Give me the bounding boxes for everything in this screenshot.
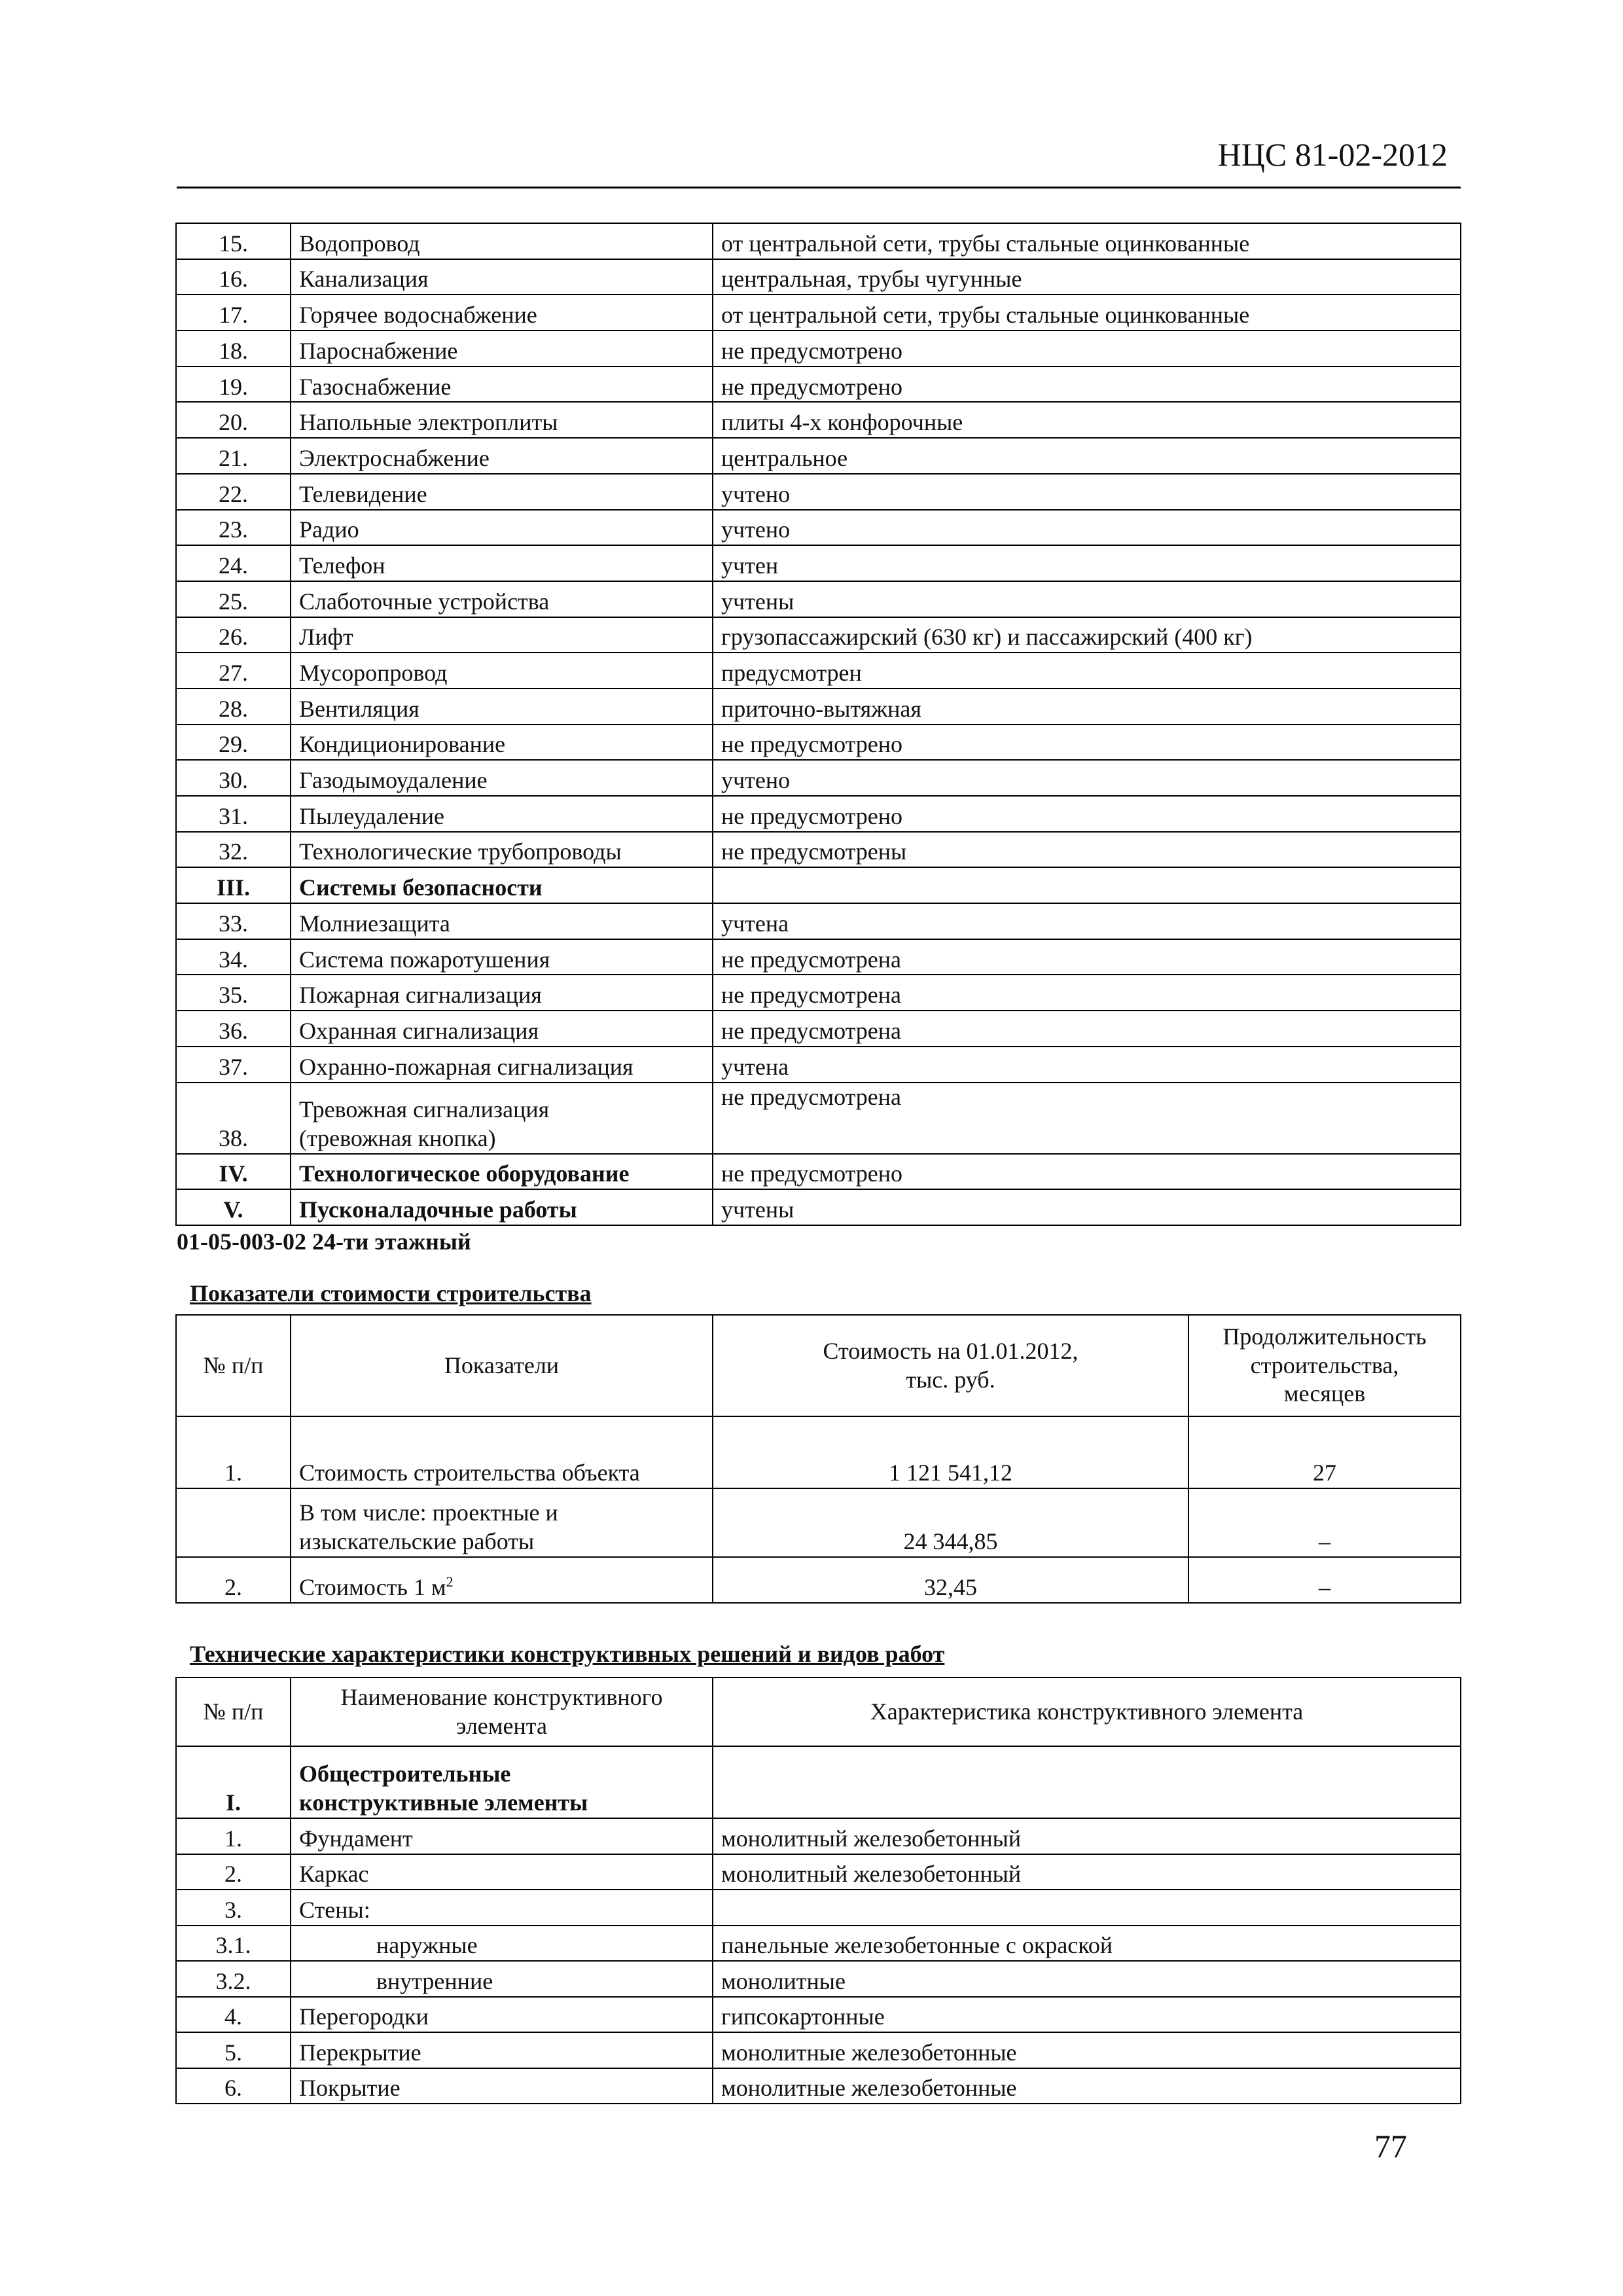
row-number: IV.: [176, 1154, 291, 1190]
row-value: учтено: [713, 510, 1461, 546]
table-row: [176, 259, 1461, 295]
row-name: Стены:: [291, 1890, 713, 1926]
row-value: от центральной сети, трубы стальные оцинкованные: [713, 223, 1461, 259]
page-header: [177, 128, 1461, 188]
row-value: не предусмотрены: [713, 832, 1461, 868]
table-row: [176, 617, 1461, 653]
row-value: учтена: [713, 1047, 1461, 1083]
table-row: 2. Стоимость 1 $м^2$ 32,45 –: [176, 1557, 1461, 1603]
row-number: 18.: [176, 331, 291, 367]
table-row: [176, 832, 1461, 868]
row-value: [713, 867, 1461, 903]
table-row: [176, 1047, 1461, 1083]
row-name: Водопровод: [291, 223, 713, 259]
col-header-num: № п/п: [176, 1677, 291, 1746]
row-name: Технологическое оборудование: [291, 1154, 713, 1190]
row-value: не предусмотрено: [713, 331, 1461, 367]
engineering-systems-table: [175, 223, 1461, 1226]
row-value: не предусмотрено: [713, 367, 1461, 403]
document-code: НЦС 81-02-2012: [1217, 136, 1448, 173]
cost-indicators-table: [175, 1314, 1461, 1604]
table-row: [176, 545, 1461, 581]
row-number: 2.: [176, 1854, 291, 1890]
table-row: [176, 2032, 1461, 2068]
row-number: 35.: [176, 975, 291, 1011]
row-value: [713, 1746, 1461, 1818]
table-row: [176, 402, 1461, 438]
row-number: 23.: [176, 510, 291, 546]
table-row: [176, 1011, 1461, 1047]
row-number: 34.: [176, 939, 291, 975]
table-row: [176, 223, 1461, 259]
row-number: III.: [176, 867, 291, 903]
col-header-element: Наименование конструктивного элемента: [291, 1677, 713, 1746]
table-row: [176, 725, 1461, 761]
row-value: учтено: [713, 474, 1461, 510]
row-name: Молниезащита: [291, 903, 713, 939]
table-row: [176, 1746, 1461, 1818]
row-number: 1.: [176, 1818, 291, 1854]
row-name: Каркас: [291, 1854, 713, 1890]
table-row: [176, 581, 1461, 617]
row-value: [713, 1890, 1461, 1926]
row-number: 37.: [176, 1047, 291, 1083]
row-name: Охранно-пожарная сигнализация: [291, 1047, 713, 1083]
table-row: [176, 796, 1461, 832]
row-number: V.: [176, 1189, 291, 1225]
table-row: [176, 1083, 1461, 1154]
table-row: [176, 1926, 1461, 1962]
row-number: 33.: [176, 903, 291, 939]
row-name: Перекрытие: [291, 2032, 713, 2068]
row-number: 38.: [176, 1083, 291, 1154]
row-value: монолитные железобетонные: [713, 2068, 1461, 2104]
row-number: 36.: [176, 1011, 291, 1047]
row-value: от центральной сети, трубы стальные оцинкованные: [713, 295, 1461, 331]
table-row: [176, 975, 1461, 1011]
table-row: [176, 1997, 1461, 2033]
row-name: Мусоропровод: [291, 653, 713, 689]
row-value: монолитный железобетонный: [713, 1854, 1461, 1890]
row-name: Кондиционирование: [291, 725, 713, 761]
row-number: 25.: [176, 581, 291, 617]
page-number: 77: [1374, 2128, 1407, 2164]
row-number: 3.: [176, 1890, 291, 1926]
row-name: Горячее водоснабжение: [291, 295, 713, 331]
row-value: центральная, трубы чугунные: [713, 259, 1461, 295]
row-number: 32.: [176, 832, 291, 868]
row-value: учтены: [713, 1189, 1461, 1225]
row-number: 30.: [176, 760, 291, 796]
table-row: [176, 653, 1461, 689]
table-row: [176, 1890, 1461, 1926]
table-row: [176, 903, 1461, 939]
col-header-duration: Продолжительность строительства, месяцев: [1188, 1315, 1461, 1416]
row-number: 15.: [176, 223, 291, 259]
table-row: [176, 1854, 1461, 1890]
row-number: 4.: [176, 1997, 291, 2033]
row-name: Электроснабжение: [291, 438, 713, 474]
row-value: монолитные железобетонные: [713, 2032, 1461, 2068]
row-name: Общестроительные конструктивные элементы: [291, 1746, 713, 1818]
row-value: не предусмотрено: [713, 796, 1461, 832]
row-name: Газодымоудаление: [291, 760, 713, 796]
row-value: монолитный железобетонный: [713, 1818, 1461, 1854]
row-name: Перегородки: [291, 1997, 713, 2033]
table-row: [176, 939, 1461, 975]
row-value: не предусмотрена: [713, 1011, 1461, 1047]
row-name: Пожарная сигнализация: [291, 975, 713, 1011]
row-name: Покрытие: [291, 2068, 713, 2104]
row-value: не предусмотрена: [713, 1083, 1461, 1154]
row-value: учтен: [713, 545, 1461, 581]
row-number: I.: [176, 1746, 291, 1818]
row-value: приточно-вытяжная: [713, 689, 1461, 725]
row-name: Фундамент: [291, 1818, 713, 1854]
tech-section-title: Технические характеристики конструктивных решений и видов работ: [190, 1641, 945, 1667]
row-value: не предусмотрено: [713, 1154, 1461, 1190]
row-name: Лифт: [291, 617, 713, 653]
row-name: Радио: [291, 510, 713, 546]
row-value: не предусмотрена: [713, 975, 1461, 1011]
row-number: 19.: [176, 367, 291, 403]
row-name: Система пожаротушения: [291, 939, 713, 975]
table-row: [176, 2068, 1461, 2104]
row-number: 16.: [176, 259, 291, 295]
col-header-indicator: Показатели: [291, 1315, 713, 1416]
row-value: плиты 4-х конфорочные: [713, 402, 1461, 438]
row-name: Технологические трубопроводы: [291, 832, 713, 868]
table-row: [176, 760, 1461, 796]
row-name: Телевидение: [291, 474, 713, 510]
row-number: 22.: [176, 474, 291, 510]
row-value: учтено: [713, 760, 1461, 796]
col-header-num: № п/п: [176, 1315, 291, 1416]
row-number: 26.: [176, 617, 291, 653]
table-row: [176, 367, 1461, 403]
row-value: учтена: [713, 903, 1461, 939]
row-value: не предусмотрено: [713, 725, 1461, 761]
table-row: [176, 1154, 1461, 1190]
row-name: наружные: [291, 1926, 713, 1962]
table-row: [176, 1961, 1461, 1997]
col-header-cost: Стоимость на 01.01.2012, тыс. руб.: [713, 1315, 1188, 1416]
row-value: предусмотрен: [713, 653, 1461, 689]
row-number: 20.: [176, 402, 291, 438]
row-name: Напольные электроплиты: [291, 402, 713, 438]
row-name: Пылеудаление: [291, 796, 713, 832]
row-value: учтены: [713, 581, 1461, 617]
row-number: 3.2.: [176, 1961, 291, 1997]
table-row: [176, 331, 1461, 367]
row-name: Канализация: [291, 259, 713, 295]
table-row: [176, 438, 1461, 474]
table-row: [176, 1189, 1461, 1225]
row-number: 24.: [176, 545, 291, 581]
table-row: В том числе: проектные и изыскательские работы 24 344,85 –: [176, 1488, 1461, 1557]
row-number: 28.: [176, 689, 291, 725]
col-header-characteristic: Характеристика конструктивного элемента: [713, 1677, 1461, 1746]
row-name: Вентиляция: [291, 689, 713, 725]
row-value: гипсокартонные: [713, 1997, 1461, 2033]
row-name: Системы безопасности: [291, 867, 713, 903]
row-name: Телефон: [291, 545, 713, 581]
table-row: [176, 474, 1461, 510]
row-number: 27.: [176, 653, 291, 689]
row-name: Пароснабжение: [291, 331, 713, 367]
object-title: 01-05-003-02 24-ти этажный: [177, 1229, 471, 1255]
row-number: 17.: [176, 295, 291, 331]
tech-characteristics-table: [175, 1677, 1461, 2104]
row-value: монолитные: [713, 1961, 1461, 1997]
row-name: внутренние: [291, 1961, 713, 1997]
row-name: Тревожная сигнализация (тревожная кнопка): [291, 1083, 713, 1154]
row-value: центральное: [713, 438, 1461, 474]
table-row: [176, 689, 1461, 725]
row-name: Газоснабжение: [291, 367, 713, 403]
row-name: Пусконаладочные работы: [291, 1189, 713, 1225]
row-number: 31.: [176, 796, 291, 832]
row-number: 21.: [176, 438, 291, 474]
row-value: панельные железобетонные с окраской: [713, 1926, 1461, 1962]
row-number: 6.: [176, 2068, 291, 2104]
row-value: грузопассажирский (630 кг) и пассажирский (400 кг): [713, 617, 1461, 653]
row-name: Слаботочные устройства: [291, 581, 713, 617]
table-row: [176, 867, 1461, 903]
row-number: 3.1.: [176, 1926, 291, 1962]
row-number: 5.: [176, 2032, 291, 2068]
table-row: 1. Стоимость строительства объекта 1 121 541,12 27: [176, 1416, 1461, 1488]
table-row: [176, 1818, 1461, 1854]
row-number: 29.: [176, 725, 291, 761]
row-name: Охранная сигнализация: [291, 1011, 713, 1047]
row-value: не предусмотрена: [713, 939, 1461, 975]
cost-section-title: Показатели стоимости строительства: [190, 1280, 592, 1306]
table-row: [176, 510, 1461, 546]
table-row: [176, 295, 1461, 331]
